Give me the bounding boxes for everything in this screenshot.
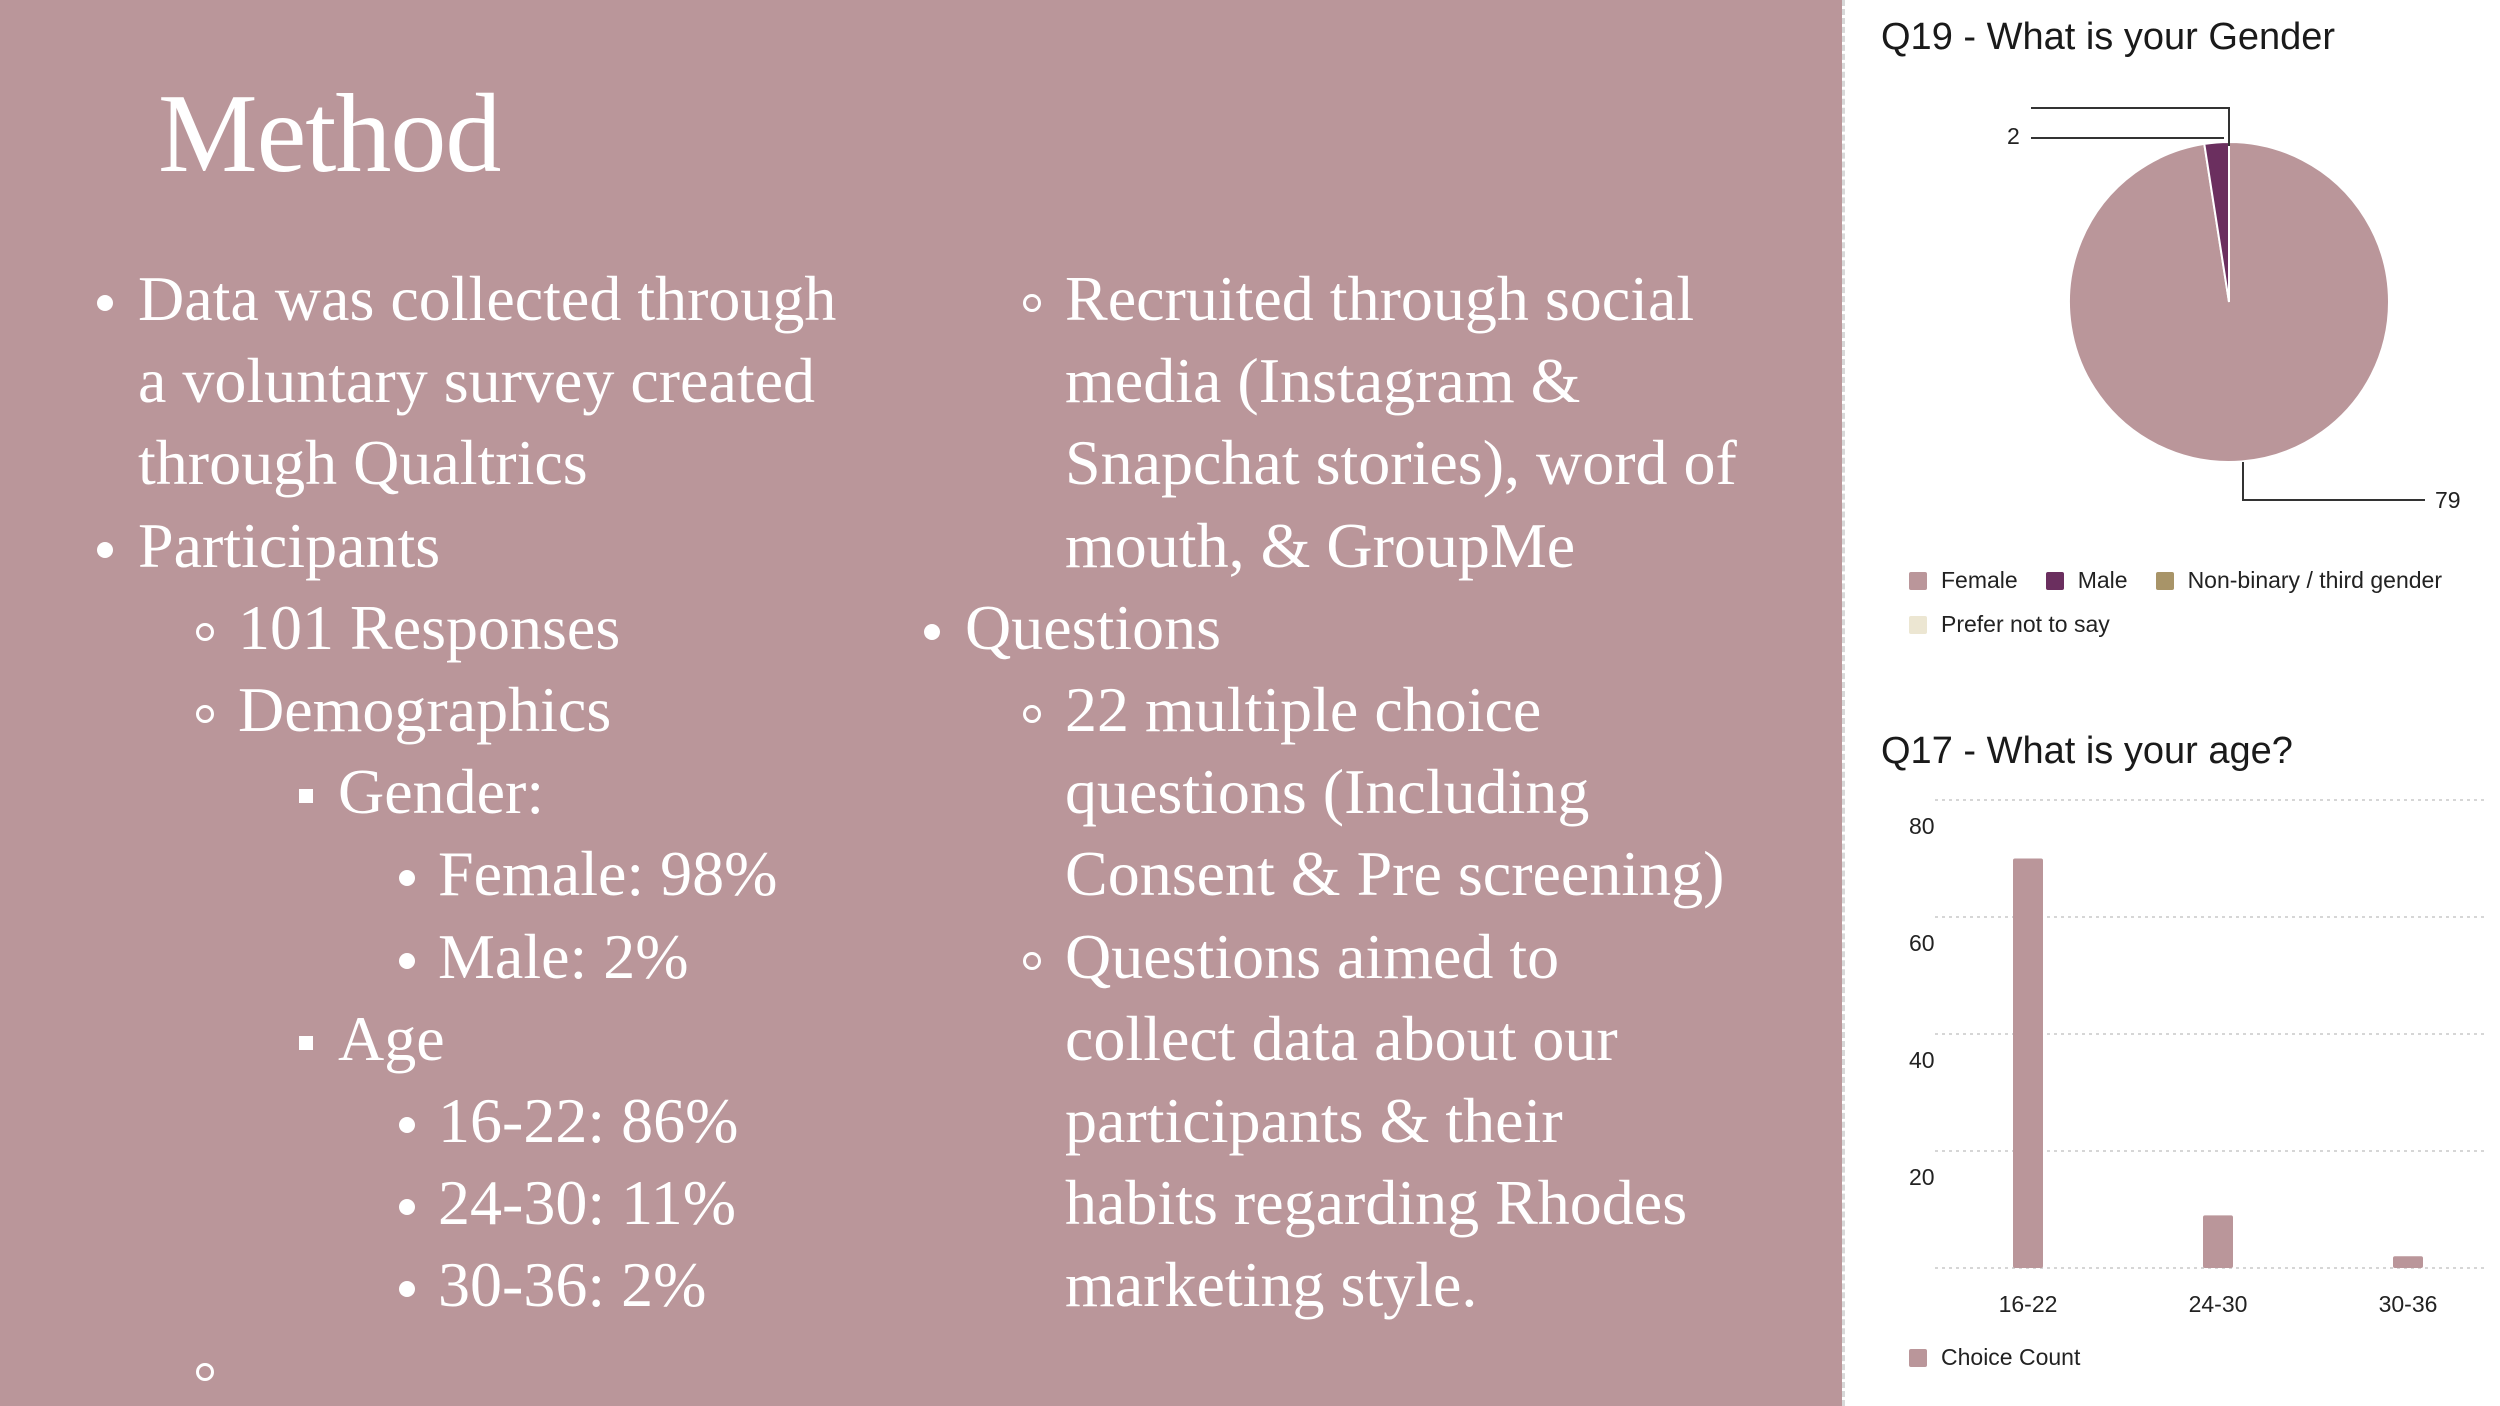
bullet-text-line: habits regarding Rhodes [1065,1167,1688,1239]
y-tick-label: 20 [1909,1164,1935,1190]
bullet-marker [1023,294,1041,312]
bullet-text-line: marketing style. [1065,1249,1478,1321]
bullet-marker [196,623,214,641]
bullet-text-line: media (Instagram & [1065,345,1581,417]
legend-item [2156,558,2442,602]
bullet-marker [196,1363,214,1381]
x-tick-label: 24-30 [2188,1291,2248,1317]
legend-swatch-choice-count [1909,1349,1927,1367]
bullet-marker [1023,952,1041,970]
bullet-text-line: Snapchat stories), word of [1065,427,1737,499]
pie-leader-line-female [2243,462,2425,500]
bullet-text-line: Male: 2% [438,920,689,992]
legend-label: Female [1941,567,2018,593]
bar-16-22 [2013,859,2043,1269]
bullet-marker [399,1117,415,1133]
legend-swatch [1909,616,1927,634]
bullet-text-line: 16-22: 86% [438,1085,739,1156]
legend-item [2046,558,2128,602]
gender-chart-title: Q19 - What is your Gender [1881,16,2336,58]
bullet-text-line: a voluntary survey created [138,345,816,417]
legend-label: Male [2077,567,2128,593]
legend-swatch [1909,572,1927,590]
bullet-marker [299,789,313,803]
legend-swatch [2046,572,2064,590]
bullet-text-line: Consent & Pre screening) [1065,838,1725,910]
bullet-marker [399,1281,415,1297]
bullet-text-line: Questions [965,591,1221,663]
pie-data-label-male: 2 [2007,123,2020,149]
bullet-marker [399,870,415,886]
bullet-text-line: Demographics [238,674,612,745]
bullet-marker [399,1199,415,1215]
bullet-text-line: Female: 98% [438,838,778,910]
bullet-marker [97,542,113,558]
survey-results-panel [1842,0,2500,1406]
bullet-marker [924,624,940,640]
age-legend [1909,1344,2108,1371]
bullet-text-line: 30-36: 2% [438,1249,707,1321]
bullet-text-line: questions (Including [1065,756,1590,828]
bullet-marker [97,295,113,311]
bullet-text-line: Questions aimed to [1065,920,1560,992]
bullet-text-line: participants & their [1065,1085,1563,1156]
pie-data-label-female: 79 [2435,487,2461,513]
gender-legend [1909,558,2469,646]
legend-item [1909,558,2018,602]
x-tick-label: 16-22 [1998,1291,2058,1317]
bullet-text-line: Participants [138,509,441,581]
x-tick-label: 30-36 [2378,1291,2438,1317]
legend-label: Prefer not to say [1941,611,2110,637]
bullet-marker [1023,705,1041,723]
age-chart-title: Q17 - What is your age? [1881,730,2293,772]
bullet-marker [299,1036,313,1050]
bullet-text-line: Age [338,1002,445,1074]
bullet-text-line: 101 Responses [238,591,621,663]
legend-swatch [2156,572,2174,590]
pie-leader-line-male [2031,108,2229,146]
y-tick-label: 40 [1909,1047,1935,1073]
bullet-marker [399,953,415,969]
bar-24-30 [2203,1215,2233,1268]
slide-title: Method [158,72,501,196]
bullet-text-line: Recruited through social [1065,263,1695,334]
bullet-marker [196,705,214,723]
y-tick-label: 80 [1909,813,1935,839]
bullet-text-line: mouth, & GroupMe [1065,509,1576,581]
y-tick-label: 60 [1909,930,1935,956]
bar-30-36 [2393,1256,2423,1268]
bullet-text-line: 24-30: 11% [438,1167,737,1239]
legend-label: Non-binary / third gender [2187,567,2442,593]
bullet-text-line: through Qualtrics [138,427,588,499]
gender-pie-chart [1845,70,2500,630]
bullet-text-line: Gender: [338,756,545,828]
bullet-text-line: 22 multiple choice [1065,674,1542,745]
bullet-text-line: collect data about our [1065,1002,1618,1074]
age-bar-chart [1845,790,2500,1330]
legend-item [1909,602,2110,646]
legend-label-choice-count: Choice Count [1941,1344,2081,1370]
bullet-text-line: Data was collected through [138,263,837,334]
